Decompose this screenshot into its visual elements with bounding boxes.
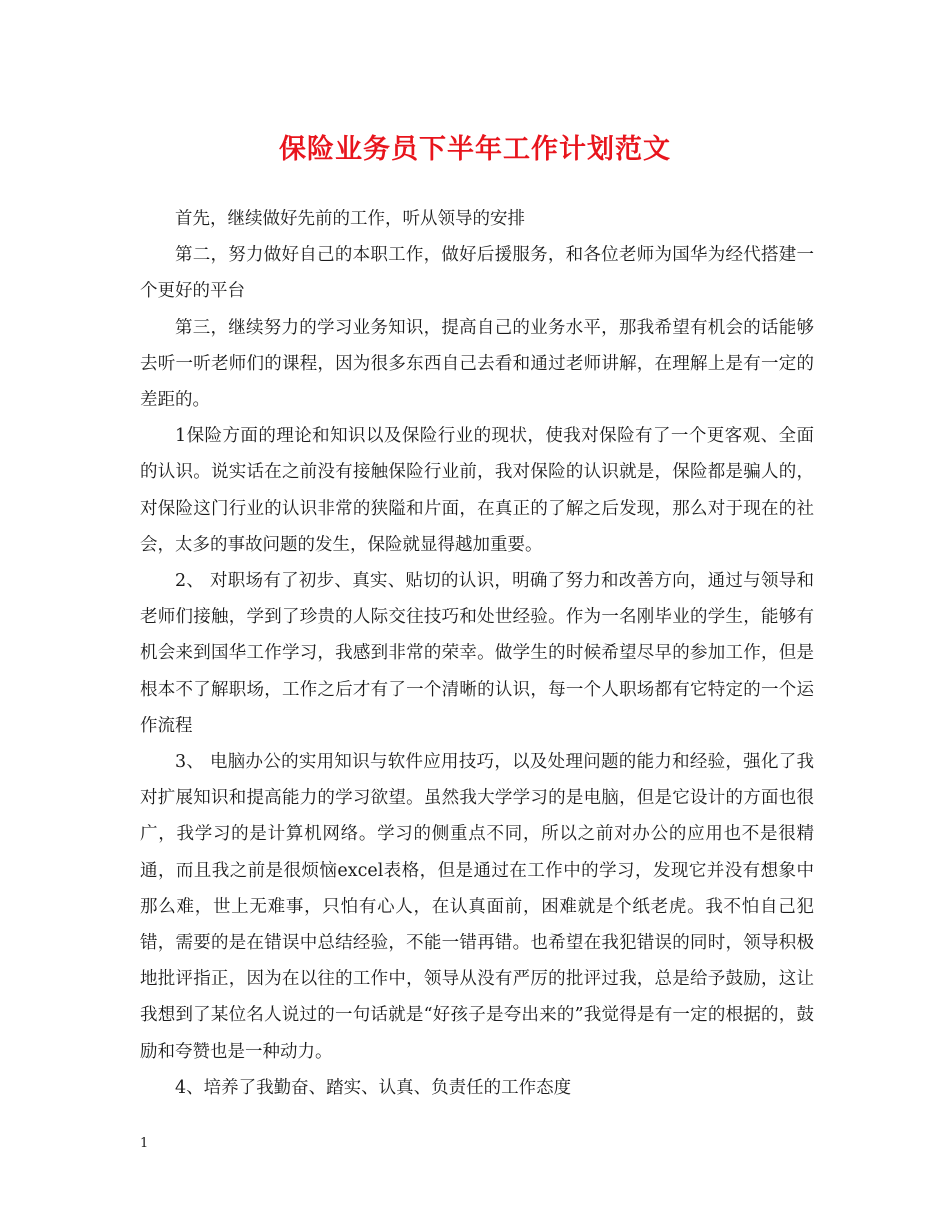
paragraph-6: 3、 电脑办公的实用知识与软件应用技巧，以及处理问题的能力和经验，强化了我对扩展知识和提高能力的学习欲望。虽然我大学学习的是电脑，但是它设计的方面也很广，我学习的是计算机网络。学习的侧重点不同，所以之前对办公的应用也不是很精通，而且我之前是很烦恼excel表格，但是通过在工作中的学习，发现它并没有想象中那么难，世上无难事，只怕有心人，在认真面前，困难就是个纸老虎。我不怕自己犯错，需要的是在错误中总结经验，不能一错再错。也希望在我犯错误的同时，领导积极地批评指正，因为在以往的工作中，领导从没有严厉的批评过我，总是给予鼓励，这让我想到了某位名人说过的一句话就是“好孩子是夸出来的”我觉得是有一定的根据的，鼓励和夸赞也是一种动力。: [140, 752, 814, 1062]
document-body: [140, 201, 814, 1106]
page-number: 1: [140, 1136, 149, 1151]
paragraph-4: 1保险方面的理论和知识以及保险行业的现状，使我对保险有了一个更客观、全面的认识。说实话在之前没有接触保险行业前，我对保险的认识就是，保险都是骗人的，对保险这门行业的认识非常的狭隘和片面，在真正的了解之后发现，那么对于现在的社会，太多的事故问题的发生，保险就显得越加重要。: [140, 426, 814, 555]
paragraph-7: 4、培养了我勤奋、踏实、认真、负责任的工作态度: [175, 1077, 572, 1098]
paragraph-2: 第二，努力做好自己的本职工作，做好后援服务，和各位老师为国华为经代搭建一个更好的平台: [140, 245, 814, 302]
paragraph-1: 首先，继续做好先前的工作，听从领导的安排: [175, 209, 525, 229]
document-title: 保险业务员下半年工作计划范文: [279, 134, 671, 165]
paragraph-5: 2、 对职场有了初步、真实、贴切的认识，明确了努力和改善方向，通过与领导和老师们接触，学到了珍贵的人际交往技巧和处世经验。作为一名刚毕业的学生，能够有机会来到国华工作学习，我感到非常的荣幸。做学生的时候希望尽早的参加工作，但是根本不了解职场，工作之后才有了一个清晰的认识，每一个人职场都有它特定的一个运作流程: [140, 571, 814, 736]
paragraph-3: 第三，继续努力的学习业务知识，提高自己的业务水平，那我希望有机会的话能够去听一听老师们的课程，因为很多东西自己去看和通过老师讲解，在理解上是有一定的差距的。: [140, 317, 814, 411]
